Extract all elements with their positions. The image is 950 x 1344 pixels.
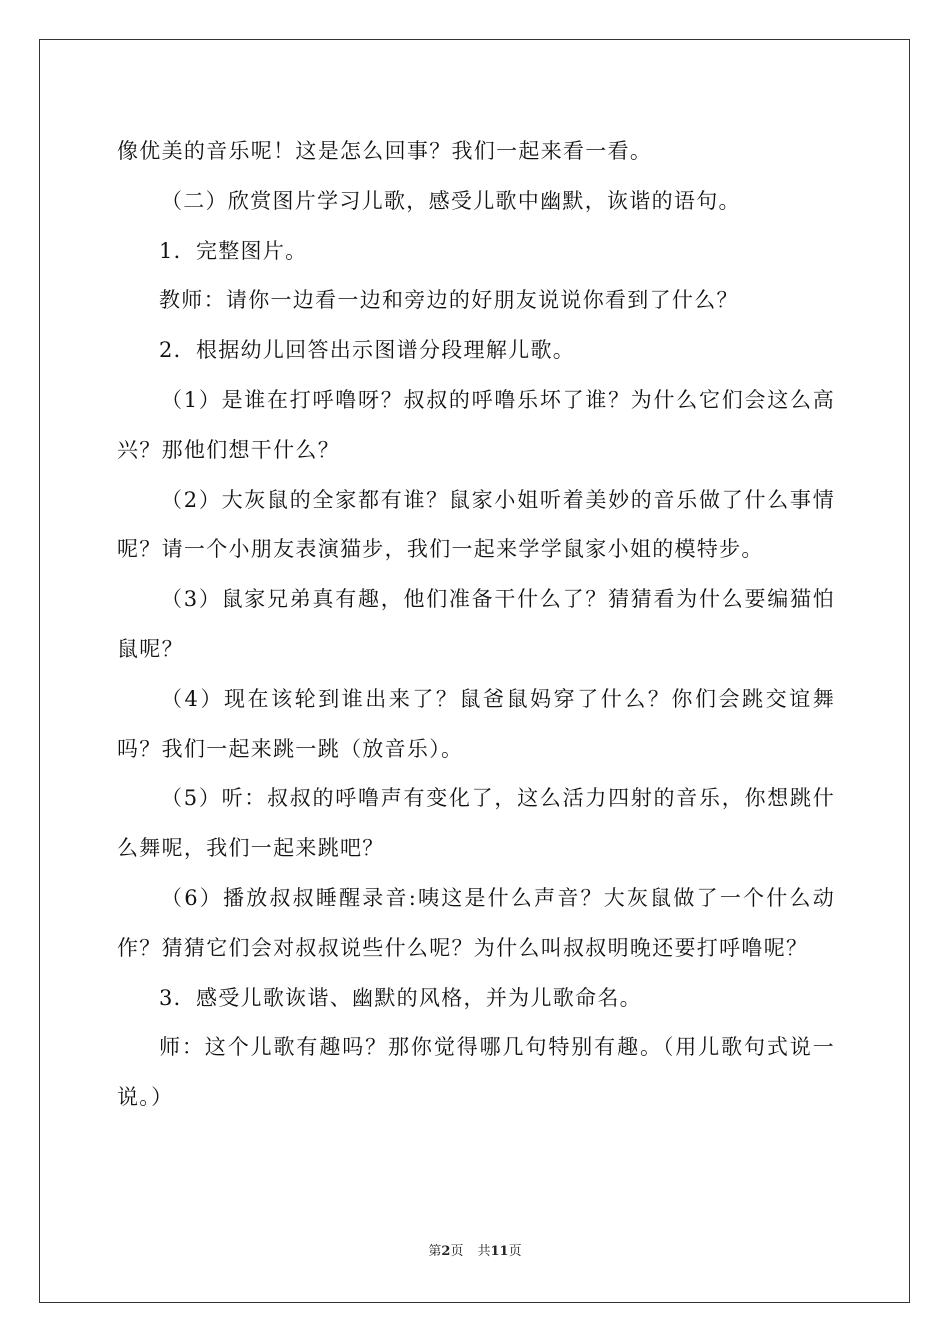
paragraph-3: 1．完整图片。 <box>159 238 308 263</box>
paragraph-4: 教师：请你一边看一边和旁边的好朋友说说你看到了什么？ <box>159 288 739 313</box>
page-number: 2 <box>441 1244 451 1259</box>
paragraph-12: 3．感受儿歌诙谐、幽默的风格，并为儿歌命名。 <box>159 985 642 1010</box>
paragraph-10: （5）听：叔叔的呼噜声有变化了，这么活力四射的音乐，你想跳什么舞呢，我们一起来跳吧？ <box>117 786 835 861</box>
paragraph-13: 师：这个儿歌有趣吗？那你觉得哪几句特别有趣。（用儿歌句式说一说。） <box>117 1035 835 1110</box>
paragraph-11: （6）播放叔叔睡醒录音:咦这是什么声音？大灰鼠做了一个什么动作？猜猜它们会对叔叔说些什么呢？为什么叫叔叔明晚还要打呼噜呢？ <box>117 885 835 960</box>
paragraph-9: （4）现在该轮到谁出来了？鼠爸鼠妈穿了什么？你们会跳交谊舞吗？我们一起来跳一跳（放音乐）。 <box>117 686 835 761</box>
paragraph-6: （1）是谁在打呼噜呀？叔叔的呼噜乐坏了谁？为什么它们会这么高兴？那他们想干什么？ <box>117 387 835 462</box>
paragraph-8: （3）鼠家兄弟真有趣，他们准备干什么了？猜猜看为什么要编猫怕鼠呢？ <box>117 587 835 661</box>
paragraph-2: （二）欣赏图片学习儿歌，感受儿歌中幽默，诙谐的语句。 <box>161 188 741 213</box>
total-pages: 11 <box>490 1244 509 1259</box>
page-prefix: 第 <box>428 1244 442 1259</box>
paragraph-1: 像优美的音乐呢！这是怎么回事？我们一起来看一看。 <box>117 139 653 163</box>
total-prefix: 共 <box>477 1244 491 1259</box>
total-suffix: 页 <box>508 1244 522 1259</box>
document-body <box>117 127 835 1123</box>
page-footer <box>0 1240 950 1259</box>
paragraph-5: 2．根据幼儿回答出示图谱分段理解儿歌。 <box>159 338 576 363</box>
page-suffix: 页 <box>450 1244 464 1259</box>
paragraph-7: （2）大灰鼠的全家都有谁？鼠家小姐听着美妙的音乐做了什么事情呢？请一个小朋友表演猫步，我们一起来学学鼠家小姐的模特步。 <box>117 487 835 562</box>
